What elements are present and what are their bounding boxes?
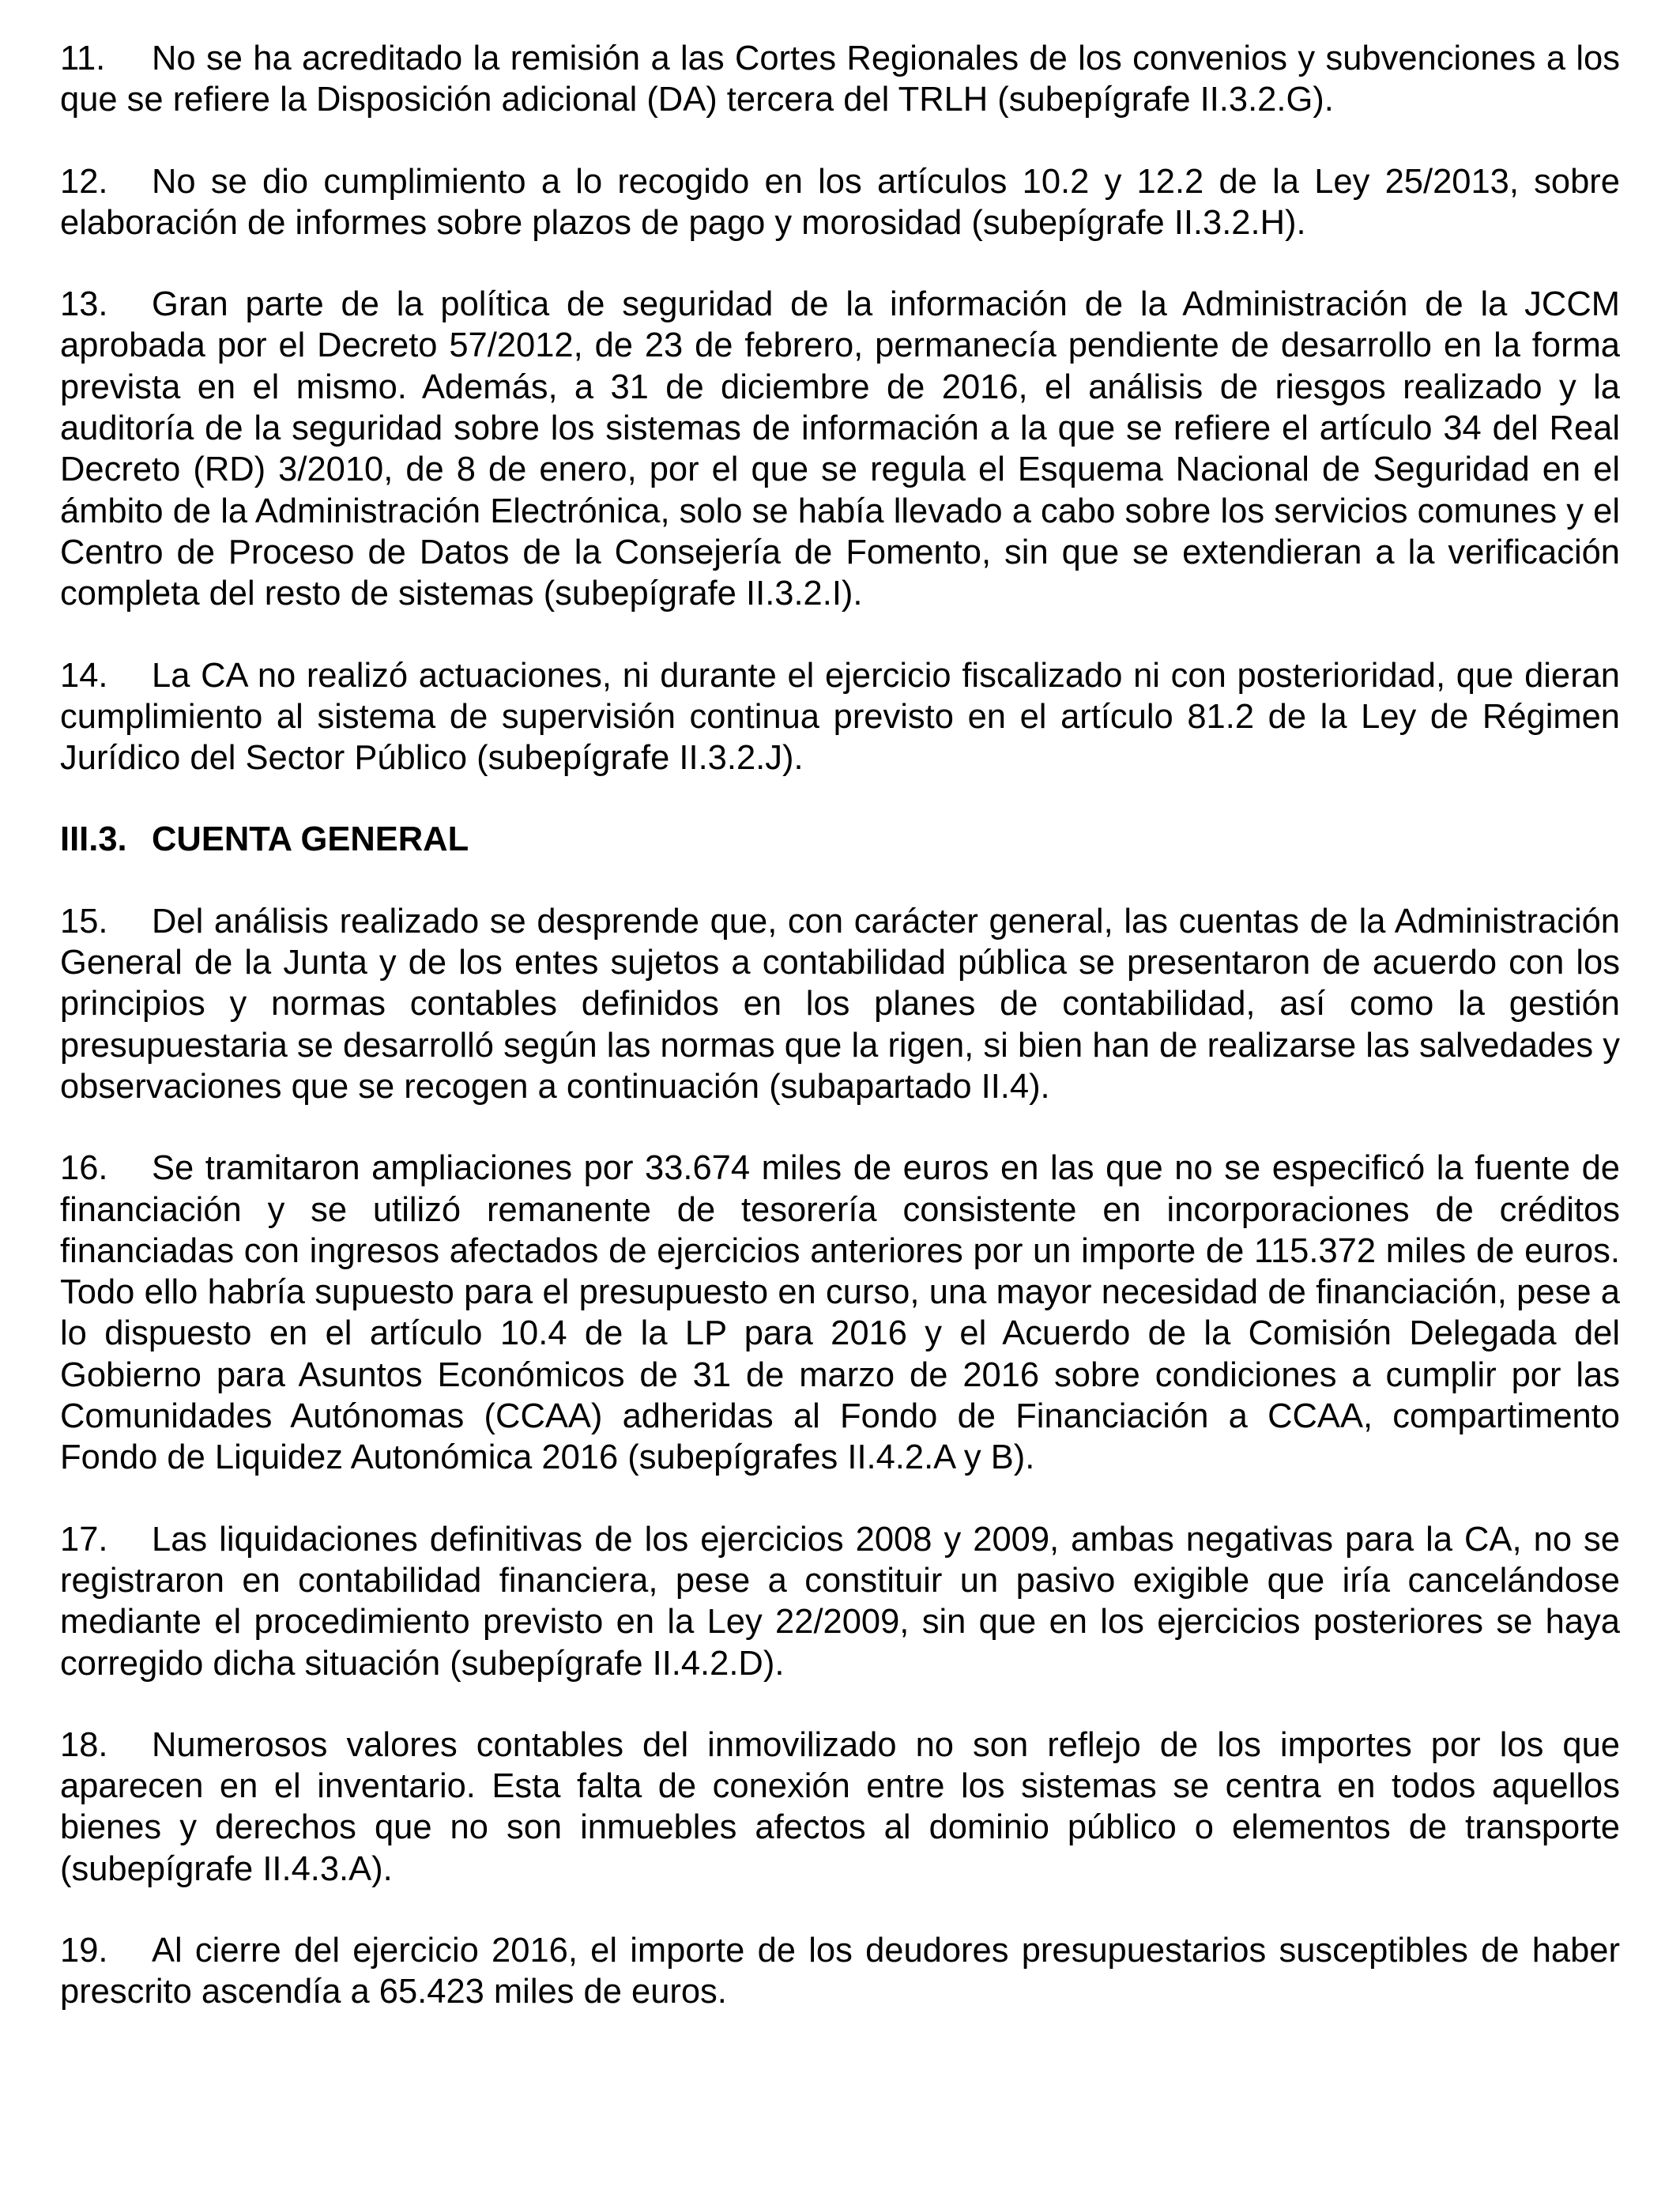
paragraph-text: Numerosos valores contables del inmovilizado no son reflejo de los importes por los que aparecen en el inventario. Esta falta de conexión entre los sistemas se centra en todos aquellos bienes y derechos que no son inmuebles afectos al dominio público o elementos de transporte (subepígrafe II.4.3.A). <box>60 1725 1620 1888</box>
paragraph-number: 12. <box>60 162 108 201</box>
paragraph-number: 14. <box>60 656 108 695</box>
paragraph-text: Al cierre del ejercicio 2016, el importe de los deudores presupuestarios susceptibles de haber prescrito ascendía a 65.423 miles de euros. <box>60 1931 1620 2011</box>
paragraph-number: 15. <box>60 902 108 941</box>
paragraph-13 <box>60 284 1620 614</box>
paragraph-text: No se dio cumplimiento a lo recogido en los artículos 10.2 y 12.2 de la Ley 25/2013, sobre elaboración de informes sobre plazos de pago y morosidad (subepígrafe II.3.2.H). <box>60 162 1620 242</box>
paragraph-18 <box>60 1725 1620 1890</box>
paragraph-16 <box>60 1148 1620 1478</box>
paragraph-text: Gran parte de la política de seguridad de la información de la Administración de la JCCM aprobada por el Decreto 57/2012, de 23 de febrero, permanecía pendiente de desarrollo en la forma prevista en el mismo. Además, a 31 de diciembre de 2016, el análisis de riesgos realizado y la auditoría de la seguridad sobre los sistemas de información a la que se refiere el artículo 34 del Real Decreto (RD) 3/2010, de 8 de enero, por el que se regula el Esquema Nacional de Seguridad en el ámbito de la Administración Electrónica, solo se había llevado a cabo sobre los servicios comunes y el Centro de Proceso de Datos de la Consejería de Fomento, sin que se extendieran a la verificación completa del resto de sistemas (subepígrafe II.3.2.I). <box>60 285 1620 613</box>
section-heading <box>60 819 1620 860</box>
paragraph-number: 17. <box>60 1520 108 1559</box>
paragraph-text: La CA no realizó actuaciones, ni durante el ejercicio fiscalizado ni con posterioridad, que dieran cumplimiento al sistema de supervisión continua previsto en el artículo 81.2 de la Ley de Régimen Jurídico del Sector Público (subepígrafe II.3.2.J). <box>60 656 1620 778</box>
paragraph-number: 16. <box>60 1149 108 1188</box>
document-page <box>60 38 1620 2053</box>
section-number: III.3. <box>60 820 127 859</box>
paragraph-number: 18. <box>60 1725 108 1764</box>
paragraph-text: No se ha acreditado la remisión a las Cortes Regionales de los convenios y subvenciones a los que se refiere la Disposición adicional (DA) tercera del TRLH (subepígrafe II.3.2.G). <box>60 40 1620 119</box>
paragraph-12 <box>60 161 1620 244</box>
section-title: CUENTA GENERAL <box>152 820 469 859</box>
paragraph-17 <box>60 1519 1620 1684</box>
paragraph-text: Las liquidaciones definitivas de los ejercicios 2008 y 2009, ambas negativas para la CA, no se registraron en contabilidad financiera, pese a constituir un pasivo exigible que iría cancelándose mediante el procedimiento previsto en la Ley 22/2009, sin que en los ejercicios posteriores se haya corregido dicha situación (subepígrafe II.4.2.D). <box>60 1520 1620 1683</box>
paragraph-11 <box>60 38 1620 121</box>
paragraph-number: 19. <box>60 1931 108 1970</box>
paragraph-19 <box>60 1930 1620 2013</box>
paragraph-number: 13. <box>60 285 108 324</box>
paragraph-text: Se tramitaron ampliaciones por 33.674 miles de euros en las que no se especificó la fuente de financiación y se utilizó remanente de tesorería consistente en incorporaciones de créditos financiadas con ingresos afectados de ejercicios anteriores por un importe de 115.372 miles de euros. Todo ello habría supuesto para el presupuesto en curso, una mayor necesidad de financiación, pese a lo dispuesto en el artículo 10.4 de la LP para 2016 y el Acuerdo de la Comisión Delegada del Gobierno para Asuntos Económicos de 31 de marzo de 2016 sobre condiciones a cumplir por las Comunidades Autónomas (CCAA) adheridas al Fondo de Financiación a CCAA, compartimento Fondo de Liquidez Autonómica 2016 (subepígrafes II.4.2.A y B). <box>60 1149 1620 1477</box>
paragraph-text: Del análisis realizado se desprende que, con carácter general, las cuentas de la Administración General de la Junta y de los entes sujetos a contabilidad pública se presentaron de acuerdo con los principios y normas contables definidos en los planes de contabilidad, así como la gestión presupuestaria se desarrolló según las normas que la rigen, si bien han de realizarse las salvedades y observaciones que se recogen a continuación (subapartado II.4). <box>60 902 1620 1106</box>
paragraph-15 <box>60 901 1620 1107</box>
paragraph-14 <box>60 655 1620 779</box>
paragraph-number: 11. <box>60 40 106 77</box>
